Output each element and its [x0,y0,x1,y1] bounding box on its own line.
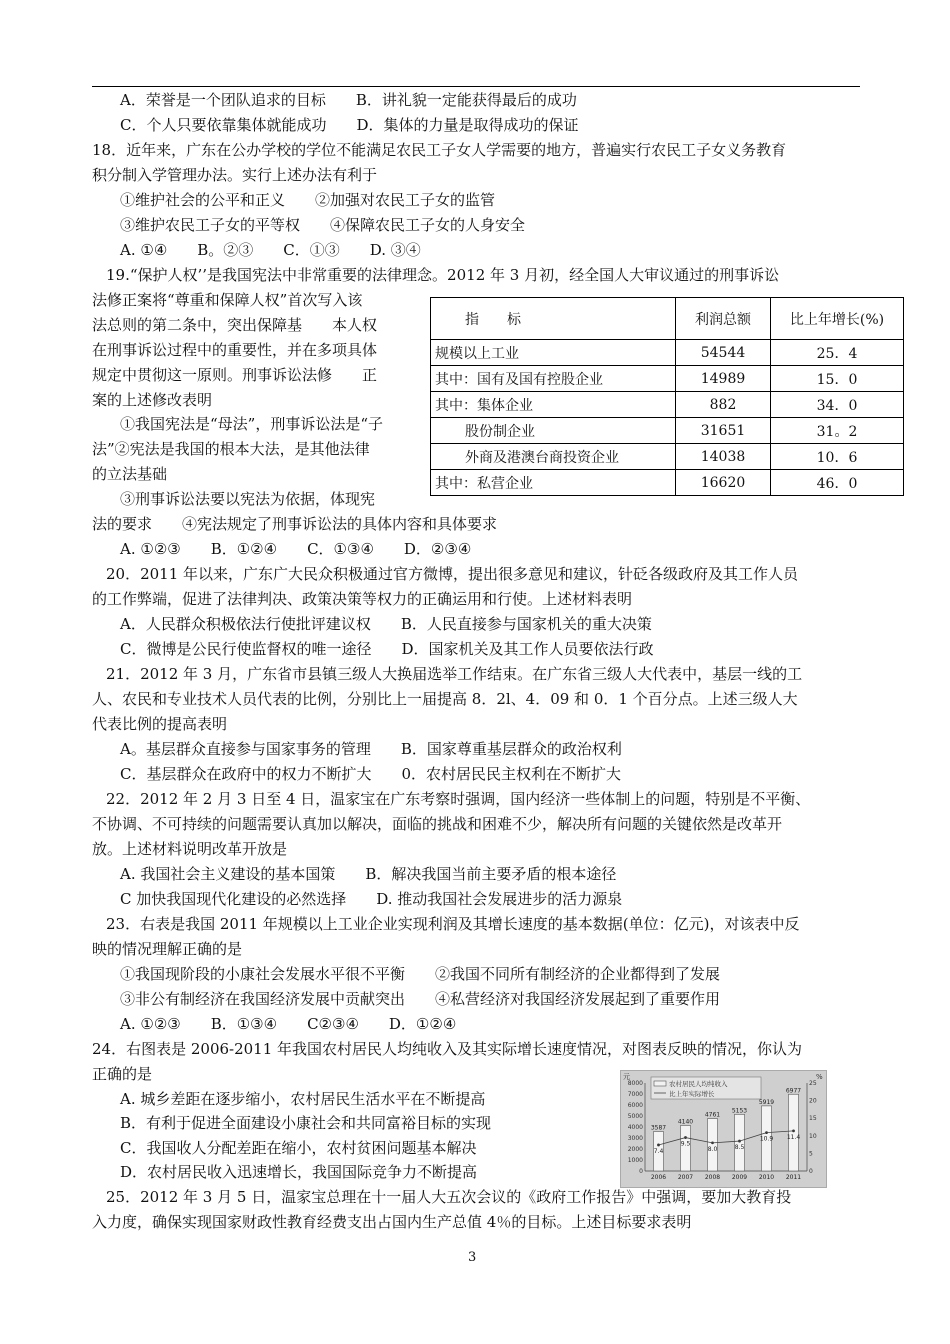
q21-stem-1: 21．2012 年 3 月，广东省市县镇三级人大换届选举工作结束。在广东省三级人大代表中，基层一线的工 [106,665,803,683]
q19-statement-4: 法的要求 ④宪法规定了刑事诉讼法的具体内容和具体要求 [92,515,498,533]
x-tick-label: 2011 [785,1174,802,1181]
table-cell-growth: 15．0 [771,366,904,392]
growth-data-label: 10.9 [759,1135,774,1143]
page-number: 3 [468,1250,477,1265]
q19-statement-2b: 的立法基础 [92,465,168,483]
x-tick-label: 2007 [677,1174,694,1181]
growth-data-label: 8.5 [734,1144,745,1152]
table-row [431,444,904,470]
growth-data-label: 9.5 [680,1140,691,1148]
table-cell-profit: 31651 [676,418,771,444]
q22-options-cd: C 加快我国现代化建设的必然选择 D. 推动我国社会发展进步的活力源泉 [120,890,623,908]
right-tick-label: 15 [809,1115,817,1123]
table-row [431,392,904,418]
q19-statement-3: ③刑事诉讼法要以宪法为依据，体现宪 [120,490,376,508]
left-tick-label: 0 [639,1168,643,1175]
table-cell-profit: 14989 [676,366,771,392]
table-cell-growth: 10．6 [771,444,904,470]
table-cell-growth: 46．0 [771,470,904,496]
left-tick-label: 2000 [627,1146,643,1153]
table-row [431,470,904,496]
q17-options-cd: C．个人只要依靠集体就能成功 D．集体的力量是取得成功的保证 [120,116,579,134]
chart-legend [651,1077,761,1099]
income-data-label: 6977 [785,1087,802,1095]
table-cell-growth: 34．0 [771,392,904,418]
growth-data-label: 7.4 [653,1147,664,1155]
legend-bar-swatch [654,1081,666,1086]
q24-option-c: C．我国收人分配差距在缩小，农村贫困问题基本解决 [120,1139,477,1157]
table-cell-label: 股份制企业 [431,418,676,444]
income-bar [681,1125,691,1171]
q18-stem-1: 18．近年来，广东在公办学校的学位不能满足农民工子女人学需要的地方，普遍实行农民工子女义务教育 [92,141,787,159]
table-cell-profit: 882 [676,392,771,418]
income-bar [735,1114,745,1171]
growth-data-label: 8.0 [707,1145,718,1153]
table-row [431,418,904,444]
q19-stem-5: 规定中贯彻这一原则。刑事诉讼法修 正 [92,366,378,384]
income-data-label: 5153 [731,1107,748,1115]
income-chart [620,1070,827,1188]
q19-stem-4: 在刑事诉讼过程中的重要性，并在多项具体 [92,341,378,359]
table-row [431,340,904,366]
q20-stem-2: 的工作弊端，促进了法律判决、政策决策等权力的正确运用和行使。上述材料表明 [92,590,633,608]
table-cell-profit: 16620 [676,470,771,496]
q24-stem-1: 24．右图表是 2006-2011 年我国农村居民人均纯收入及其实际增长速度情况，对图表反映的情况，你认为 [92,1040,803,1058]
q24-stem-2: 正确的是 [92,1065,153,1083]
right-tick-label: 10 [809,1132,817,1140]
profit-table [430,297,904,496]
table-cell-growth: 25．4 [771,340,904,366]
table-cell-profit: 54544 [676,340,771,366]
q19-statement-1: ①我国宪法是“母法”，刑事诉讼法是“子 [120,415,384,433]
q19-stem-6: 案的上述修改表明 [92,391,213,409]
q19-stem-2: 法修正案将“尊重和保障人权”首次写入该 [92,291,363,309]
income-chart-svg [621,1071,826,1187]
q18-statements-34: ③维护农民工子女的平等权 ④保障农民工子女的人身安全 [120,216,526,234]
q19-stem-3: 法总则的第二条中，突出保障基 本人权 [92,316,378,334]
income-bar [786,1094,801,1171]
q17-options-ab: A．荣誉是一个团队追求的目标 B．讲礼貌一定能获得最后的成功 [120,91,577,109]
table-cell-profit: 14038 [676,444,771,470]
right-tick-label: 0 [809,1168,813,1175]
q20-options-cd: C．微博是公民行使监督权的唯一途径 D．国家机关及其工作人员要依法行政 [120,640,654,658]
left-axis-unit: 元 [623,1073,630,1081]
q25-stem-2: 入力度，确保实现国家财政性教育经费支出占国内生产总值 4％的目标。上述目标要求表明 [92,1213,692,1231]
right-tick-label: 20 [809,1097,817,1105]
table-cell-growth: 31。2 [771,418,904,444]
table-header-indicator: 指 标 [431,298,676,340]
q19-statement-2: 法”②宪法是我国的根本大法，是其他法律 [92,440,370,458]
q19-options: A. ①②③ B．①②④ C．①③④ D．②③④ [120,540,472,558]
legend-income-label: 农村居民人均纯收入 [669,1080,728,1088]
q24-option-a: A. 城乡差距在逐步缩小，农村居民生活水平在不断提高 [120,1090,486,1108]
left-tick-label: 6000 [627,1102,643,1109]
x-tick-label: 2008 [704,1174,721,1181]
q19-stem-1: 19.“保护人权’’是我国宪法中非常重要的法律理念。2012 年 3 月初，经全国人大审议通过的刑事诉讼 [106,266,780,284]
q20-stem-1: 20．2011 年以来，广东广大民众积极通过官方微博，提出很多意见和建议，针砭各级政府及其工作人员 [106,565,799,583]
left-tick-label: 8000 [627,1080,643,1087]
header-rule [92,86,860,87]
q24-option-d: D．农村居民收入迅速增长，我国国际竞争力不断提高 [120,1163,478,1181]
income-data-label: 3587 [650,1124,667,1132]
table-cell-label: 其中：国有及国有控股企业 [431,366,676,392]
left-tick-label: 5000 [627,1113,643,1120]
table-cell-label: 其中：集体企业 [431,392,676,418]
q23-options: A. ①②③ B．①③④ C②③④ D．①②④ [120,1015,457,1033]
x-tick-label: 2009 [731,1174,748,1181]
table-row [431,366,904,392]
q23-statements-34: ③非公有制经济在我国经济发展中贡献突出 ④私营经济对我国经济发展起到了重要作用 [120,990,721,1008]
growth-data-label: 11.4 [786,1133,801,1141]
q24-option-b: B．有利于促进全面建设小康社会和共同富裕目标的实现 [120,1114,492,1132]
q18-stem-2: 积分制入学管理办法。实行上述办法有利于 [92,166,378,184]
q22-stem-3: 放。上述材料说明改革开放是 [92,840,288,858]
right-tick-label: 5 [809,1150,813,1158]
q23-statements-12: ①我国现阶段的小康社会发展水平很不平衡 ②我国不同所有制经济的企业都得到了发展 [120,965,721,983]
q23-stem-1: 23．右表是我国 2011 年规模以上工业企业实现利润及其增长速度的基本数据(单位：亿元)，对该表中反 [106,915,800,933]
table-cell-label: 外商及港澳台商投资企业 [431,444,676,470]
q18-statements-12: ①维护社会的公平和正义 ②加强对农民工子女的监管 [120,191,496,209]
table-header-profit: 利润总额 [676,298,771,340]
q22-options-ab: A. 我国社会主义建设的基本国策 B．解决我国当前主要矛盾的根本途径 [120,865,617,883]
q21-stem-3: 代表比例的提高表明 [92,715,228,733]
left-tick-label: 3000 [627,1135,643,1142]
q20-options-ab: A．人民群众积极依法行使批评建议权 B．人民直接参与国家机关的重大决策 [120,615,652,633]
table-header-row [431,298,904,340]
left-tick-label: 7000 [627,1091,643,1098]
q22-stem-2: 不协调、不可持续的问题需要认真加以解决，面临的挑战和困难不少，解决所有问题的关键依然是改革开 [92,815,783,833]
q22-stem-1: 22．2012 年 2 月 3 日至 4 日，温家宝在广东考察时强调，国内经济一些体制上的问题，特别是不平衡、 [106,790,811,808]
right-axis-unit: % [816,1073,823,1081]
right-tick-label: 25 [809,1080,817,1087]
q23-stem-2: 映的情况理解正确的是 [92,940,243,958]
income-data-label: 4761 [704,1111,721,1119]
x-tick-label: 2006 [650,1174,667,1181]
q21-options-ab: A。基层群众直接参与国家事务的管理 B．国家尊重基层群众的政治权利 [120,740,622,758]
q18-options: A. ①④ B。②③ C．①③ D. ③④ [120,241,421,259]
income-data-label: 5919 [758,1098,775,1106]
left-tick-label: 4000 [627,1124,643,1131]
left-tick-label: 1000 [627,1157,643,1164]
x-tick-label: 2010 [758,1174,775,1181]
income-bar [708,1119,718,1171]
q21-stem-2: 人、农民和专业技术人员代表的比例，分别比上一届提高 8．2l、4．09 和 0．1 个百分点。上述三级人大 [92,690,798,708]
q21-options-cd: C．基层群众在政府中的权力不断扩大 0．农村居民民主权利在不断扩大 [120,765,622,783]
income-data-label: 4140 [677,1118,694,1126]
table-header-growth: 比上年增长(%) [771,298,904,340]
table-cell-label: 其中：私营企业 [431,470,676,496]
legend-growth-label: 比上年实际增长 [669,1090,715,1098]
table-cell-label: 规模以上工业 [431,340,676,366]
q25-stem-1: 25．2012 年 3 月 5 日，温家宝总理在十一届人大五次会议的《政府工作报告》中强调，要加大教育投 [106,1188,792,1206]
